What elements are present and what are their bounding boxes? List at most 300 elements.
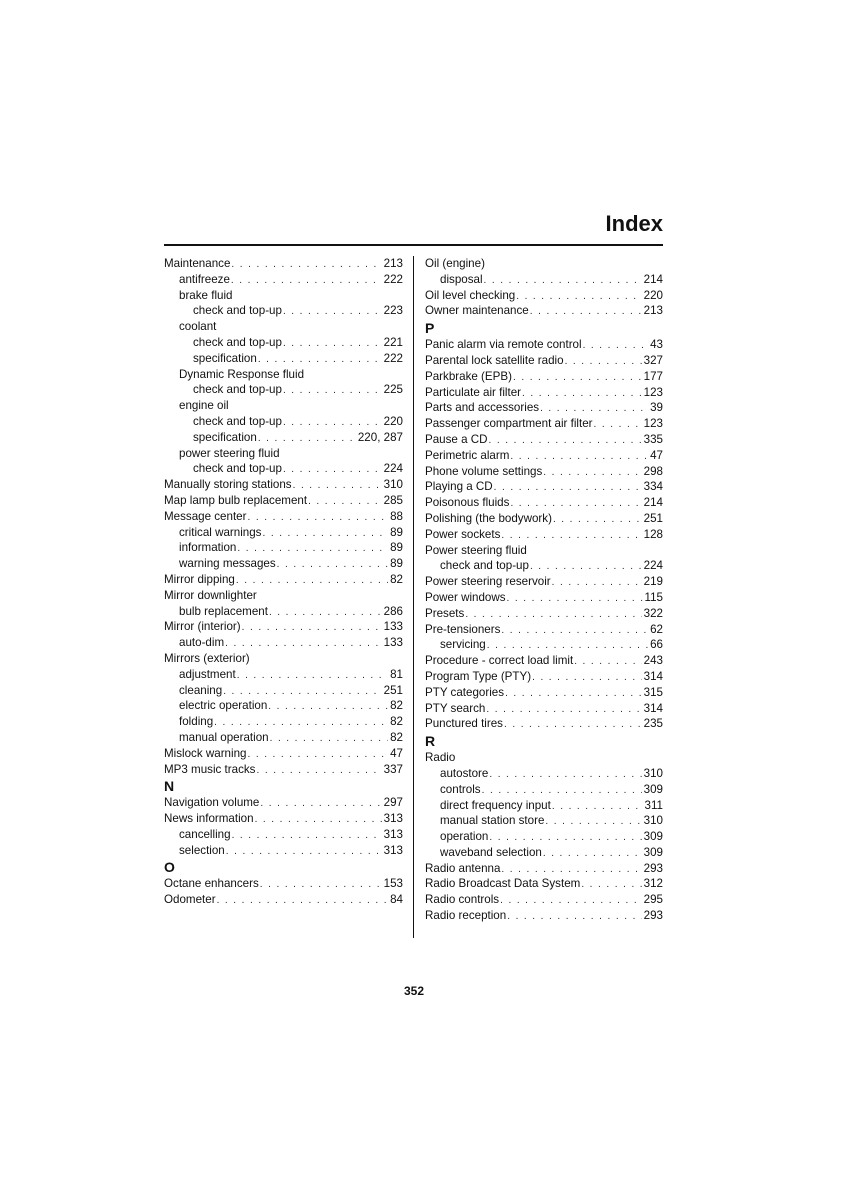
- index-entry: [425, 908, 663, 924]
- page-ref: 222: [383, 272, 403, 286]
- index-subentry: [164, 288, 403, 304]
- dot-leader: [501, 623, 648, 639]
- index-entry: [425, 861, 663, 877]
- dot-leader: [226, 844, 382, 860]
- entry-text: Mirror dipping: [164, 572, 235, 586]
- dot-leader: [248, 510, 389, 526]
- index-entry: [425, 337, 663, 353]
- dot-leader: [232, 828, 382, 844]
- entry-text: folding: [179, 715, 214, 729]
- entry-text: Power steering reservoir: [425, 575, 551, 589]
- dot-leader: [532, 670, 642, 686]
- entry-text: Map lamp bulb replacement: [164, 493, 308, 507]
- index-column-left: [164, 256, 403, 908]
- entry-text: adjustment: [179, 667, 236, 681]
- page-ref: 39: [650, 401, 663, 415]
- index-entry: [425, 685, 663, 701]
- dot-leader: [270, 731, 389, 747]
- page-ref: 82: [390, 572, 403, 586]
- entry-text: controls: [440, 782, 481, 796]
- entry-text: Parts and accessories: [425, 401, 540, 415]
- index-subentry: [164, 827, 403, 843]
- index-subentry: [425, 798, 663, 814]
- index-entry: [164, 588, 403, 604]
- entry-text: Oil (engine): [425, 257, 485, 270]
- index-entry: [425, 876, 663, 892]
- index-entry: [164, 892, 403, 908]
- page-ref: 295: [643, 893, 663, 907]
- index-entry: [425, 448, 663, 464]
- entry-text: information: [179, 541, 237, 555]
- index-entry: [425, 256, 663, 272]
- entry-text: Parkbrake (EPB): [425, 369, 512, 383]
- page-ref: 213: [383, 257, 403, 270]
- dot-leader: [510, 449, 648, 465]
- entry-text: power steering fluid: [179, 446, 280, 460]
- dot-leader: [484, 273, 642, 289]
- index-subentry: [164, 635, 403, 651]
- entry-text: Particulate air filter: [425, 385, 522, 399]
- entry-text: check and top-up: [193, 335, 282, 349]
- page-ref: 313: [383, 827, 403, 841]
- section-letter: R: [425, 733, 436, 750]
- index-entry: [425, 750, 663, 766]
- page-ref: 128: [643, 527, 663, 541]
- page-ref: 220: [643, 288, 663, 302]
- index-entry: [164, 795, 403, 811]
- dot-leader: [500, 893, 642, 909]
- entry-text: disposal: [440, 272, 483, 286]
- entry-text: Procedure - correct load limit: [425, 654, 574, 668]
- index-entry: [425, 892, 663, 908]
- column-divider: [413, 256, 414, 938]
- page-ref: 293: [643, 909, 663, 923]
- page-ref: 220: [383, 414, 403, 428]
- entry-text: waveband selection: [440, 845, 542, 859]
- dot-leader: [260, 877, 382, 893]
- entry-text: manual operation: [179, 730, 269, 744]
- dot-leader: [513, 370, 642, 386]
- dot-leader: [489, 830, 641, 846]
- entry-text: Manually storing stations: [164, 478, 292, 492]
- entry-text: Power sockets: [425, 527, 501, 541]
- dot-leader: [225, 636, 382, 652]
- entry-text: engine oil: [179, 399, 229, 413]
- entry-text: Perimetric alarm: [425, 448, 510, 462]
- page-ref: 66: [650, 638, 663, 652]
- section-letter: N: [164, 778, 175, 795]
- page-ref: 225: [383, 383, 403, 397]
- index-subentry: [164, 683, 403, 699]
- page-ref: 89: [390, 557, 403, 571]
- page-ref: 220, 287: [357, 430, 403, 444]
- dot-leader: [242, 620, 382, 636]
- index-entry: [425, 303, 663, 319]
- page-ref: 214: [643, 496, 663, 510]
- dot-leader: [482, 783, 642, 799]
- entry-text: Radio antenna: [425, 861, 501, 875]
- dot-leader: [214, 715, 388, 731]
- page-ref: 297: [383, 796, 403, 810]
- index-subentry: [164, 525, 403, 541]
- entry-text: check and top-up: [193, 383, 282, 397]
- dot-leader: [258, 352, 382, 368]
- dot-leader: [237, 668, 388, 684]
- dot-leader: [217, 893, 389, 909]
- page-ref: 251: [383, 683, 403, 697]
- entry-text: Power steering fluid: [425, 543, 527, 557]
- index-subentry: [164, 398, 403, 414]
- index-subentry: [164, 604, 403, 620]
- index-subentry: [164, 382, 403, 398]
- dot-leader: [504, 717, 642, 733]
- page-ref: 337: [383, 762, 403, 776]
- page-ref: 153: [383, 877, 403, 891]
- entry-text: Maintenance: [164, 257, 231, 270]
- page-ref: 223: [383, 304, 403, 318]
- index-subentry: [164, 367, 403, 383]
- entry-text: manual station store: [440, 814, 545, 828]
- entry-text: Message center: [164, 509, 247, 523]
- page-ref: 88: [390, 509, 403, 523]
- page-ref: 315: [643, 685, 663, 699]
- index-entry: [164, 746, 403, 762]
- page-ref: 334: [643, 480, 663, 494]
- index-entry: [164, 509, 403, 525]
- page-ref: 177: [643, 369, 663, 383]
- dot-leader: [283, 383, 382, 399]
- dot-leader: [262, 526, 388, 542]
- index-entry: [164, 651, 403, 667]
- entry-text: cleaning: [179, 683, 223, 697]
- dot-leader: [540, 401, 648, 417]
- index-subentry: [164, 303, 403, 319]
- entry-text: Radio: [425, 751, 456, 765]
- dot-leader: [255, 812, 382, 828]
- entry-text: PTY categories: [425, 685, 505, 699]
- page-ref: 81: [390, 667, 403, 681]
- entry-text: News information: [164, 812, 254, 826]
- page-ref: 62: [650, 622, 663, 636]
- dot-leader: [293, 478, 382, 494]
- page-ref: 310: [383, 478, 403, 492]
- index-entry: [425, 369, 663, 385]
- page-ref: 133: [383, 636, 403, 650]
- index-entry: [425, 716, 663, 732]
- entry-text: Power windows: [425, 590, 506, 604]
- entry-text: Pre-tensioners: [425, 622, 501, 636]
- page-ref: 311: [644, 798, 663, 812]
- index-entry: [164, 876, 403, 892]
- entry-text: selection: [179, 843, 225, 857]
- entry-text: critical warnings: [179, 525, 262, 539]
- page-ref: 221: [383, 335, 403, 349]
- index-subentry: [164, 540, 403, 556]
- entry-text: antifreeze: [179, 272, 230, 286]
- index-entry: [425, 701, 663, 717]
- page-ref: 293: [643, 861, 663, 875]
- entry-text: Polishing (the bodywork): [425, 511, 552, 525]
- page-ref: 123: [643, 385, 663, 399]
- entry-text: Phone volume settings: [425, 464, 543, 478]
- entry-text: cancelling: [179, 827, 231, 841]
- entry-text: Oil level checking: [425, 288, 516, 302]
- page-ref: 213: [643, 304, 663, 318]
- page-ref: 123: [643, 417, 663, 431]
- index-subentry: [164, 714, 403, 730]
- index-entry: [425, 669, 663, 685]
- page-ref: 219: [643, 575, 663, 589]
- entry-text: Mirror downlighter: [164, 588, 257, 602]
- entry-text: direct frequency input: [440, 798, 551, 812]
- dot-leader: [501, 528, 641, 544]
- page-ref: 312: [643, 877, 663, 891]
- page-ref: 224: [383, 462, 403, 476]
- page-ref: 309: [643, 830, 663, 844]
- page-ref: 310: [643, 814, 663, 828]
- entry-text: check and top-up: [193, 304, 282, 318]
- page-ref: 335: [643, 432, 663, 446]
- index-entry: [164, 619, 403, 635]
- index-subentry: [425, 782, 663, 798]
- dot-leader: [574, 654, 641, 670]
- dot-leader: [565, 354, 642, 370]
- index-subentry: [164, 698, 403, 714]
- entry-text: Mirrors (exterior): [164, 651, 250, 665]
- dot-leader: [494, 480, 642, 496]
- index-entry: [164, 256, 403, 272]
- index-subentry: [164, 667, 403, 683]
- index-subentry: [425, 813, 663, 829]
- page-ref: 133: [383, 620, 403, 634]
- entry-text: check and top-up: [193, 462, 282, 476]
- index-entry: [425, 464, 663, 480]
- page-ref: 322: [643, 606, 663, 620]
- index-subentry: [164, 319, 403, 335]
- dot-leader: [552, 575, 642, 591]
- dot-leader: [486, 702, 641, 718]
- page-ref: 327: [643, 353, 663, 367]
- page-ref: 251: [643, 511, 663, 525]
- index-entry: [425, 653, 663, 669]
- dot-leader: [236, 573, 388, 589]
- dot-leader: [465, 607, 641, 623]
- entry-text: Radio controls: [425, 893, 500, 907]
- dot-leader: [501, 862, 641, 878]
- index-entry: [164, 477, 403, 493]
- section-letter: P: [425, 320, 435, 337]
- page-number: 352: [403, 984, 425, 998]
- dot-leader: [505, 686, 642, 702]
- dot-leader: [516, 289, 641, 305]
- dot-leader: [256, 763, 381, 779]
- entry-text: Owner maintenance: [425, 304, 529, 318]
- dot-leader: [283, 304, 382, 320]
- dot-leader: [583, 338, 649, 354]
- entry-text: warning messages: [179, 557, 276, 571]
- page-ref: 298: [643, 464, 663, 478]
- index-subentry: [164, 556, 403, 572]
- entry-text: PTY search: [425, 701, 486, 715]
- dot-leader: [543, 465, 641, 481]
- index-subentry: [164, 430, 403, 446]
- entry-text: Odometer: [164, 893, 216, 907]
- dot-leader: [543, 846, 642, 862]
- dot-leader: [507, 591, 643, 607]
- dot-leader: [231, 273, 382, 289]
- index-entry: [425, 590, 663, 606]
- dot-leader: [489, 433, 642, 449]
- index-subentry: [425, 272, 663, 288]
- index-entry: [425, 543, 663, 559]
- page-ref: 214: [643, 272, 663, 286]
- page-ref: 309: [643, 845, 663, 859]
- dot-leader: [581, 877, 641, 893]
- page-ref: 43: [650, 338, 663, 352]
- entry-text: Octane enhancers: [164, 877, 259, 891]
- index-entry: [425, 385, 663, 401]
- dot-leader: [247, 747, 388, 763]
- dot-leader: [530, 559, 642, 575]
- page-ref: 47: [650, 448, 663, 462]
- entry-text: check and top-up: [440, 559, 529, 573]
- entry-text: MP3 music tracks: [164, 762, 256, 776]
- index-entry: [425, 574, 663, 590]
- entry-text: specification: [193, 351, 257, 365]
- section-letter: O: [164, 859, 175, 876]
- entry-text: bulb replacement: [179, 604, 268, 618]
- page-ref: 224: [643, 559, 663, 573]
- dot-leader: [308, 494, 382, 510]
- dot-leader: [552, 799, 643, 815]
- index-entry: [164, 572, 403, 588]
- dot-leader: [277, 557, 388, 573]
- index-subentry: [164, 272, 403, 288]
- index-entry: [425, 400, 663, 416]
- index-subentry: [425, 766, 663, 782]
- entry-text: brake fluid: [179, 288, 233, 302]
- dot-leader: [268, 699, 388, 715]
- index-subentry: [164, 843, 403, 859]
- entry-text: Parental lock satellite radio: [425, 353, 564, 367]
- entry-text: Playing a CD: [425, 480, 493, 494]
- entry-text: Radio reception: [425, 909, 507, 923]
- page-ref: 84: [390, 893, 403, 907]
- dot-leader: [258, 431, 356, 447]
- page-ref: 82: [390, 699, 403, 713]
- dot-leader: [545, 814, 641, 830]
- index-entry: [425, 527, 663, 543]
- page-ref: 89: [390, 525, 403, 539]
- dot-leader: [522, 386, 642, 402]
- title-rule: [164, 244, 663, 246]
- index-entry: [425, 432, 663, 448]
- page-ref: 310: [643, 766, 663, 780]
- index-subentry: [425, 558, 663, 574]
- dot-leader: [510, 496, 641, 512]
- page-ref: 286: [383, 604, 403, 618]
- index-subentry: [164, 351, 403, 367]
- index-entry: [425, 511, 663, 527]
- page-ref: 314: [643, 701, 663, 715]
- entry-text: autostore: [440, 766, 489, 780]
- index-subentry: [164, 446, 403, 462]
- entry-text: Punctured tires: [425, 717, 503, 731]
- index-entry: [164, 811, 403, 827]
- entry-text: auto-dim: [179, 636, 225, 650]
- dot-leader: [530, 304, 642, 320]
- entry-text: Dynamic Response fluid: [179, 367, 305, 381]
- dot-leader: [283, 336, 382, 352]
- entry-text: Mirror (interior): [164, 620, 241, 634]
- index-entry: [425, 353, 663, 369]
- dot-leader: [553, 512, 642, 528]
- index-subentry: [164, 461, 403, 477]
- index-entry: [425, 416, 663, 432]
- page-ref: 243: [643, 654, 663, 668]
- page-title: Index: [605, 211, 663, 236]
- index-entry: [425, 479, 663, 495]
- index-subentry: [425, 829, 663, 845]
- page-ref: 47: [390, 746, 403, 760]
- dot-leader: [283, 462, 382, 478]
- dot-leader: [260, 796, 381, 812]
- entry-text: servicing: [440, 638, 486, 652]
- entry-text: check and top-up: [193, 414, 282, 428]
- page-ref: 89: [390, 541, 403, 555]
- index-entry: [164, 493, 403, 509]
- dot-leader: [223, 684, 381, 700]
- entry-text: Passenger compartment air filter: [425, 417, 593, 431]
- index-column-right: [425, 256, 663, 924]
- index-subentry: [164, 414, 403, 430]
- page-ref: 285: [383, 493, 403, 507]
- page-ref: 309: [643, 782, 663, 796]
- index-subentry: [425, 637, 663, 653]
- entry-text: operation: [440, 830, 489, 844]
- index-entry: [425, 622, 663, 638]
- entry-text: Mislock warning: [164, 746, 247, 760]
- dot-leader: [231, 257, 381, 273]
- dot-leader: [237, 541, 388, 557]
- index-subentry: [425, 845, 663, 861]
- dot-leader: [487, 638, 648, 654]
- dot-leader: [594, 417, 642, 433]
- dot-leader: [507, 909, 641, 925]
- entry-text: electric operation: [179, 699, 268, 713]
- page-ref: 82: [390, 730, 403, 744]
- entry-text: Navigation volume: [164, 796, 260, 810]
- page-ref: 313: [383, 843, 403, 857]
- entry-text: Poisonous fluids: [425, 496, 510, 510]
- index-subentry: [164, 730, 403, 746]
- entry-text: coolant: [179, 320, 217, 334]
- page-ref: 313: [383, 812, 403, 826]
- index-entry: [425, 495, 663, 511]
- entry-text: Pause a CD: [425, 432, 488, 446]
- page-ref: 314: [643, 669, 663, 683]
- entry-text: Presets: [425, 606, 465, 620]
- dot-leader: [489, 767, 641, 783]
- page-ref: 82: [390, 715, 403, 729]
- index-entry: [164, 762, 403, 778]
- dot-leader: [283, 415, 382, 431]
- index-subentry: [164, 335, 403, 351]
- index-entry: [425, 288, 663, 304]
- page-ref: 115: [644, 590, 663, 604]
- entry-text: Panic alarm via remote control: [425, 338, 582, 352]
- entry-text: Radio Broadcast Data System: [425, 877, 581, 891]
